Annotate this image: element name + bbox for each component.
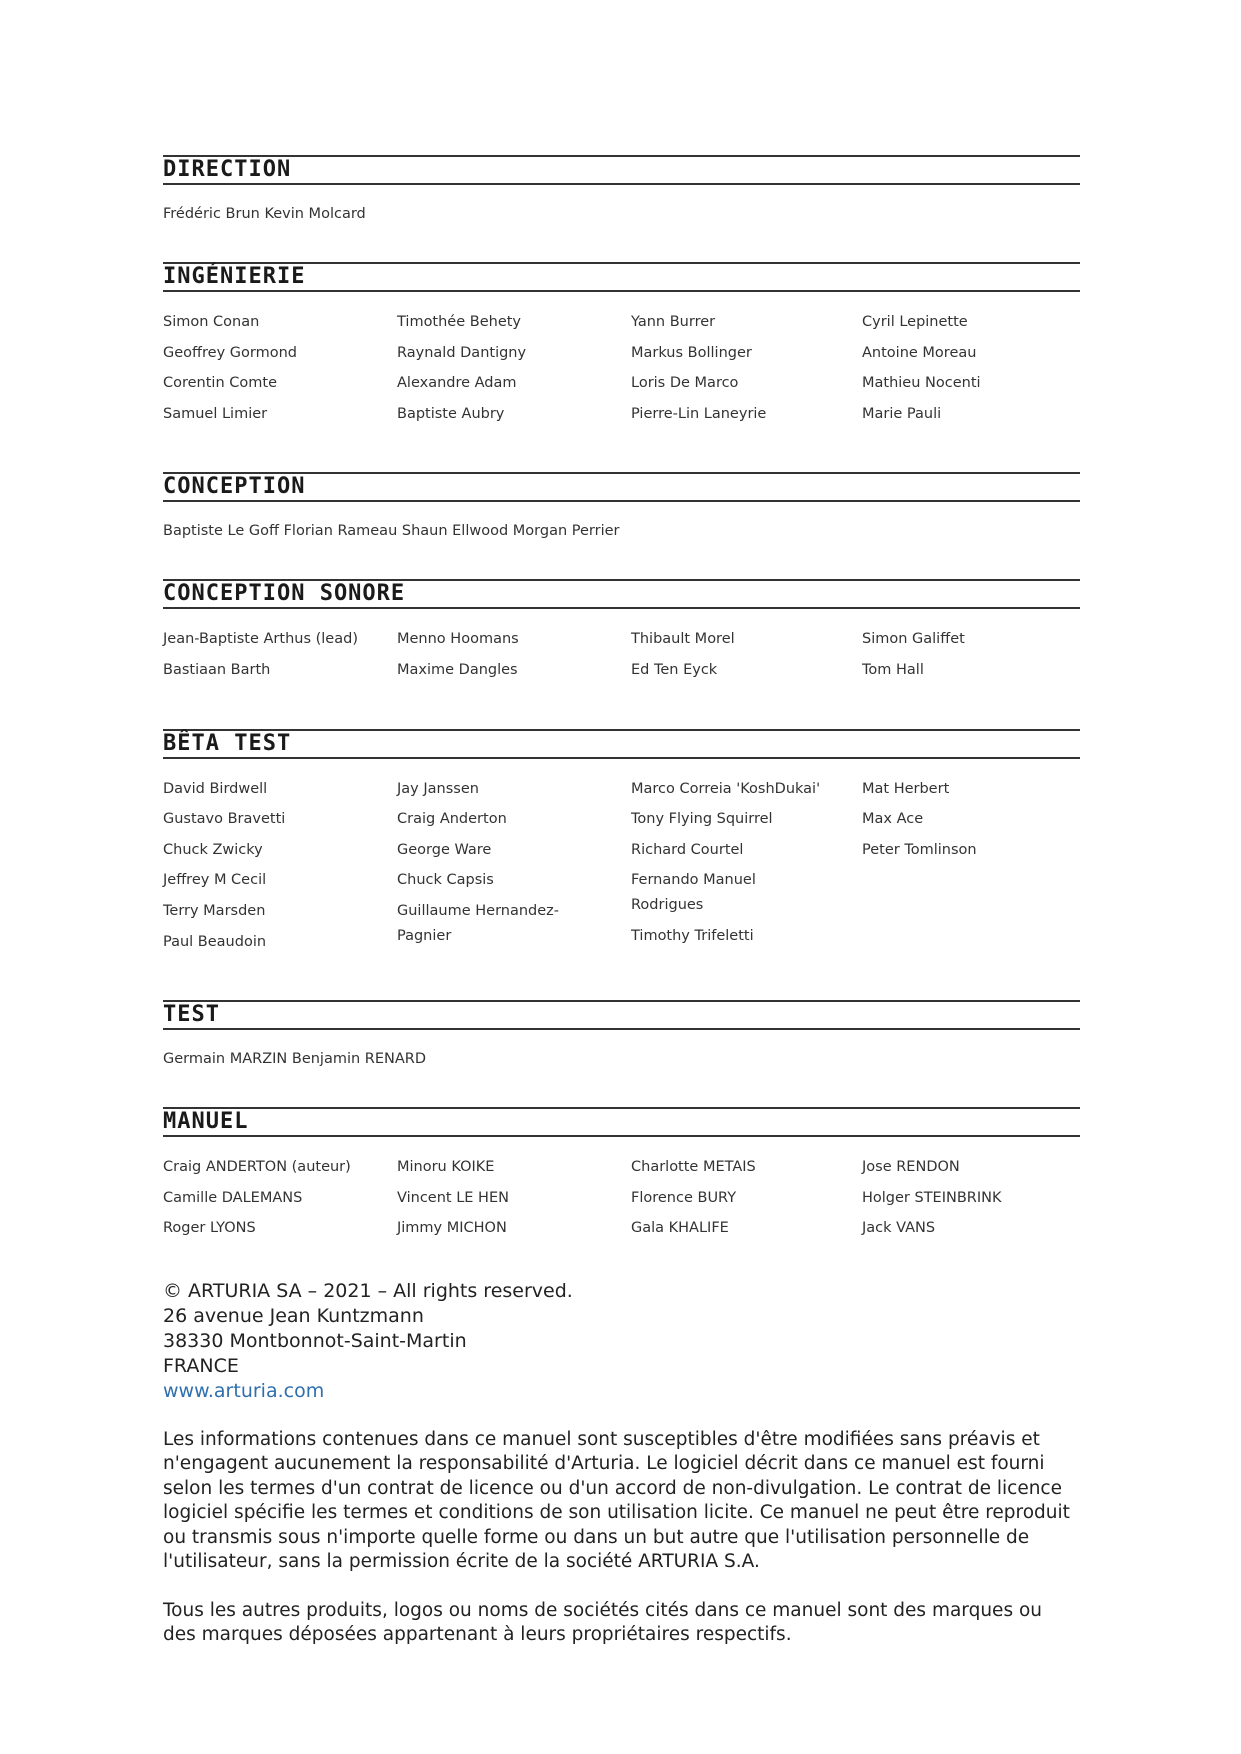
names-column	[631, 627, 862, 688]
credit-name: Holger STEINBRINK	[862, 1189, 1002, 1206]
credit-name: Samuel Limier	[163, 405, 268, 422]
section-title: CONCEPTION	[163, 472, 1080, 502]
trademark-paragraph: Tous les autres produits, logos ou noms de sociétés cités dans ce manuel sont des marques ou des marques déposées appartenant à leurs propriétaires respectifs.	[163, 1599, 1043, 1646]
credit-name: Marco Correia 'KoshDukai'	[631, 780, 821, 797]
credit-name: Tony Flying Squirrel	[631, 811, 773, 828]
credit-name: Mathieu Nocenti	[862, 375, 981, 392]
credit-name: Vincent LE HEN	[397, 1189, 509, 1206]
credit-name: Raynald Dantigny	[397, 344, 527, 361]
credit-name: Max Ace	[862, 811, 924, 828]
address-line: 26 avenue Jean Kuntzmann	[163, 1304, 424, 1327]
section-ingenierie	[163, 262, 1080, 432]
names-grid	[163, 1155, 1080, 1247]
credit-name: Richard Courtel	[631, 841, 744, 858]
credit-name: Maxime Dangles	[397, 661, 518, 678]
credit-name: Charlotte METAIS	[631, 1159, 756, 1176]
names-column	[397, 1155, 631, 1247]
credit-name: Tom Hall	[862, 661, 924, 678]
names-line: Baptiste Le Goff Florian Rameau Shaun Ellwood Morgan Perrier	[163, 523, 620, 540]
credit-name: Alexandre Adam	[397, 375, 517, 392]
names-column	[631, 310, 862, 432]
section-title: MANUEL	[163, 1107, 1080, 1137]
credit-name: Geoffrey Gormond	[163, 344, 297, 361]
names-grid	[163, 777, 1080, 961]
credit-name: Paul Beaudoin	[163, 933, 267, 950]
credit-name: Jay Janssen	[397, 780, 479, 797]
section-direction	[163, 155, 1080, 222]
credit-name: Florence BURY	[631, 1189, 737, 1206]
credit-name: Thibault Morel	[631, 631, 735, 648]
credit-name: Cyril Lepinette	[862, 314, 968, 330]
credit-name: Guillaume Hernandez-Pagnier	[397, 902, 560, 944]
section-manuel	[163, 1107, 1080, 1247]
credit-name: Timothy Trifeletti	[631, 927, 754, 944]
credit-name: Minoru KOIKE	[397, 1159, 495, 1176]
credit-name: Bastiaan Barth	[163, 661, 271, 678]
credit-name: Mat Herbert	[862, 780, 950, 797]
names-line: Germain MARZIN Benjamin RENARD	[163, 1051, 427, 1068]
credit-name: Marie Pauli	[862, 405, 942, 422]
credit-name: Terry Marsden	[163, 902, 266, 919]
credit-name: Menno Hoomans	[397, 631, 519, 648]
names-column	[862, 310, 1080, 432]
company-address	[163, 1279, 1080, 1404]
address-line: 38330 Montbonnot-Saint-Martin	[163, 1329, 467, 1352]
section-conception-sonore	[163, 579, 1080, 688]
credit-name: Peter Tomlinson	[862, 841, 977, 858]
credit-name: Craig Anderton	[397, 811, 507, 828]
credit-name: George Ware	[397, 841, 492, 858]
credit-name: Jose RENDON	[862, 1159, 960, 1176]
names-column	[862, 627, 1080, 688]
section-title: DIRECTION	[163, 155, 1080, 185]
names-column	[163, 1155, 397, 1247]
copyright-line: © ARTURIA SA – 2021 – All rights reserved.	[163, 1279, 573, 1302]
legal-paragraph: Les informations contenues dans ce manuel sont susceptibles d'être modifiées sans préavis et n'engagent aucunement la responsabilité d'Arturia. Le logiciel décrit dans ce manuel est fourni selon les termes d'un contrat de licence ou d'un accord de non-divulgation. Le contrat de licence logiciel spécifie les termes et conditions de son utilisation licite. Ce manuel ne peut être reproduit ou transmis sous n'importe quelle forme ou dans un but autre que l'utilisation personnelle de l'utilisateur, sans la permission écrite de la société ARTURIA S.A.	[163, 1428, 1070, 1573]
names-column	[163, 310, 397, 432]
credit-name: Craig ANDERTON (auteur)	[163, 1159, 351, 1176]
credit-name: Camille DALEMANS	[163, 1189, 303, 1206]
credit-name: Pierre-Lin Laneyrie	[631, 405, 767, 422]
section-beta-test	[163, 729, 1080, 961]
website-link[interactable]: www.arturia.com	[163, 1379, 325, 1402]
section-title: INGÉNIERIE	[163, 262, 1080, 292]
names-column	[397, 627, 631, 688]
credit-name: Baptiste Aubry	[397, 405, 505, 422]
credit-name: Roger LYONS	[163, 1220, 256, 1237]
credit-name: Ed Ten Eyck	[631, 661, 718, 678]
names-line: Frédéric Brun Kevin Molcard	[163, 206, 366, 222]
country-line: FRANCE	[163, 1354, 239, 1377]
section-conception	[163, 472, 1080, 539]
credits-page	[163, 155, 1080, 1648]
credit-name: Jean-Baptiste Arthus (lead)	[163, 631, 358, 648]
credit-name: Loris De Marco	[631, 375, 739, 392]
credit-name: Gala KHALIFE	[631, 1220, 729, 1237]
names-column	[631, 1155, 862, 1247]
credit-name: David Birdwell	[163, 780, 268, 797]
names-column	[163, 627, 397, 688]
names-column	[163, 777, 397, 961]
credit-name: Simon Conan	[163, 314, 260, 330]
section-title: TEST	[163, 1000, 1080, 1030]
credit-name: Fernando Manuel Rodrigues	[631, 872, 756, 914]
credit-name: Timothée Behety	[397, 314, 522, 330]
credit-name: Chuck Capsis	[397, 872, 494, 889]
credit-name: Corentin Comte	[163, 375, 277, 392]
credit-name: Markus Bollinger	[631, 344, 752, 361]
credit-name: Jeffrey M Cecil	[163, 872, 267, 889]
credit-name: Gustavo Bravetti	[163, 811, 286, 828]
section-title: CONCEPTION SONORE	[163, 579, 1080, 609]
names-column	[862, 1155, 1080, 1247]
names-grid	[163, 310, 1080, 432]
credit-name: Chuck Zwicky	[163, 841, 263, 858]
section-title: BÊTA TEST	[163, 729, 1080, 759]
credit-name: Antoine Moreau	[862, 344, 977, 361]
credit-name: Jack VANS	[862, 1220, 936, 1237]
names-column	[397, 777, 631, 961]
names-column	[631, 777, 862, 961]
credit-name: Yann Burrer	[631, 314, 716, 330]
credit-name: Simon Galiffet	[862, 631, 965, 648]
names-column	[397, 310, 631, 432]
names-grid	[163, 627, 1080, 688]
names-column	[862, 777, 1080, 961]
credit-name: Jimmy MICHON	[397, 1220, 507, 1237]
section-test	[163, 1000, 1080, 1067]
